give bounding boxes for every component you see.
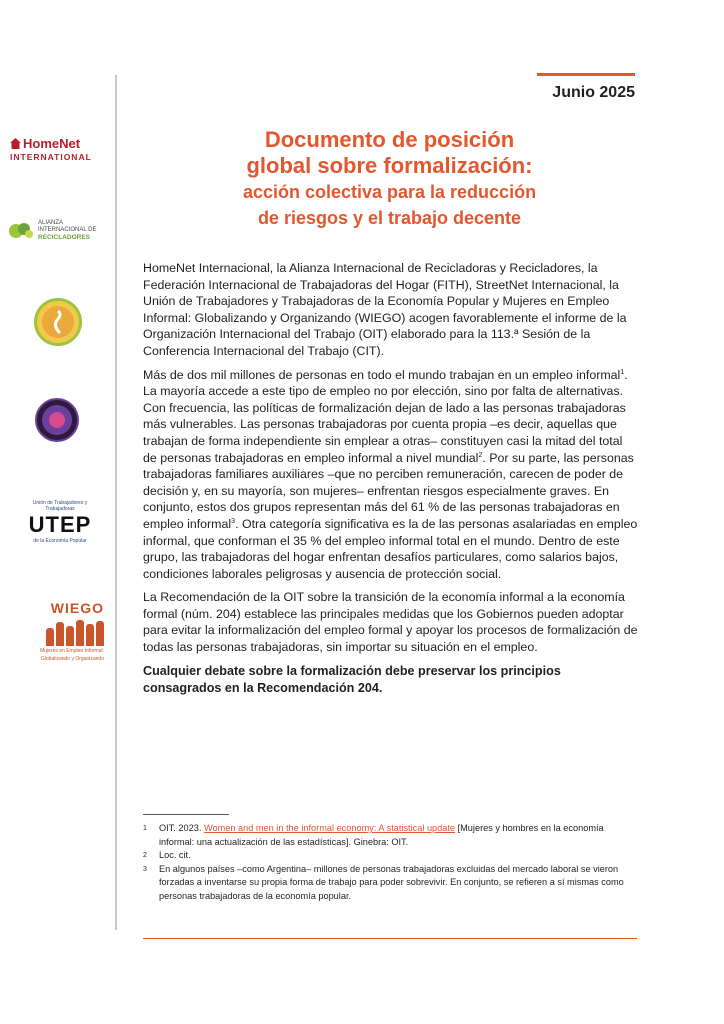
paragraph-recommendation-204: La Recomendación de la OIT sobre la transición de la economía informal a la economía formal (núm. 204) establece las principales medidas que los Gobiernos pueden adoptar para evitar la informalización del empleo formal y apoyar los procesos de formalización de todas las personas trabajadoras, sin importar su situación en el empleo. (143, 590, 638, 655)
footnote-ref-2[interactable]: 2 (478, 451, 483, 459)
utep-bottom-text: de la Economía Popular (33, 538, 87, 544)
title-line-3: acción colectiva para la reducción (242, 182, 537, 202)
document-title (143, 127, 636, 231)
footnote-1-citation: OIT. 2023. (159, 823, 204, 833)
footnote-divider (143, 814, 229, 815)
footnote-number: 3 (143, 865, 147, 873)
dancing-figure-icon (37, 301, 79, 343)
paragraph-key-statement: Cualquier debate sobre la formalización debe preservar los principios consagrados en la Recomendación 204. (143, 663, 561, 695)
recycling-figures-icon (8, 220, 34, 242)
alianza-line3: RECICLADORES (38, 234, 91, 241)
house-icon (10, 138, 21, 149)
footnote-text: En algunos países –como Argentina– millones de personas trabajadoras excluidas del mercado laboral se vieron forzadas a inventarse su propia forma de trabajo para poder sobrevivir. En conjunto, se refieren a sí mismas como personas trabajadoras de la economía popular. (159, 863, 624, 901)
utep-top-text: Unión de Trabajadores y Trabajadoras (32, 500, 88, 512)
footnote-text (159, 822, 638, 849)
footnote-1-rest: [Mujeres y hombres en la economía informal: una actualización de las estadísticas]. Ginebra: OIT. (159, 823, 604, 847)
homenet-name: HomeNet (23, 136, 81, 151)
footnote-2 (143, 849, 638, 863)
wiego-subtitle-2: Globalizando y Organizando (40, 656, 104, 662)
partner-logos-column (0, 0, 110, 1024)
footnotes (143, 822, 638, 903)
footnote-ref-3[interactable]: 3 (231, 517, 236, 525)
footnote-3 (143, 863, 638, 904)
homenet-logo (10, 136, 110, 162)
footnote-text: Loc. cit. (159, 850, 191, 860)
p2-part-d: . Otra categoría significativa es la de las personas asalariadas en empleo informal, que conforman el 35 % del empleo informal total en el mundo. Dentro de este grupo, las trabajadoras del hogar enfrentan desafíos particulares, como salarios bajos, condiciones laborales peligrosas y ausencia de protección social. (143, 516, 638, 581)
utep-logo (28, 500, 92, 544)
footnote-1 (143, 822, 638, 849)
fith-logo (34, 298, 82, 346)
alianza-logo (8, 220, 108, 242)
footnote-ref-1[interactable]: 1 (620, 368, 625, 376)
title-line-2: global sobre formalización: (246, 153, 533, 178)
homenet-subtitle: INTERNATIONAL (10, 152, 92, 162)
paragraph-informal-employment (143, 367, 638, 583)
date-accent-rule (537, 73, 635, 76)
document-date: Junio 2025 (552, 84, 635, 101)
wiego-subtitle-1: Mujeres en Empleo Informal: (40, 648, 104, 654)
workers-figures-icon (14, 618, 104, 646)
bottom-accent-rule (143, 938, 637, 939)
footnote-1-link[interactable]: Women and men in the informal economy: A statistical update (203, 823, 456, 833)
footnote-number: 2 (143, 852, 147, 859)
paragraph-intro: HomeNet Internacional, la Alianza Internacional de Recicladoras y Recicladores, la Federación Internacional de Trabajadoras del Hogar (FITH), StreetNet Internacional, la Unión de Trabajadores y Trabajadoras de la Economía Popular y Mujeres en Empleo Informal: Globalizando y Organizando (WIEGO) acogen favorablemente el informe de la Organización Internacional del Trabajo (OIT) elaborado para la 113.ª Sesión de la Conferencia Internacional del Trabajo (CIT). (143, 261, 627, 358)
title-line-4: de riesgos y el trabajo decente (257, 208, 522, 228)
streetnet-logo (35, 398, 79, 442)
alianza-line1: ALIANZA (38, 220, 64, 226)
document-body (143, 260, 638, 704)
wiego-name: WIEGO (50, 600, 104, 616)
vertical-divider (115, 75, 117, 930)
title-line-1: Documento de posición (264, 127, 515, 152)
p2-part-b: . La mayoría accede a este tipo de empleo no por elección, sino por falta de alternativas. Con frecuencia, las políticas de formalización dejan de lado a las personas trabajadoras más vulnerables. Las personas trabajadoras por cuenta propia –es decir, aquellas que trabajan de forma independiente sin emplear a otras– constituyen casi la mitad del total de personas trabajadoras en empleo informal a nivel mundial (143, 367, 628, 465)
footnote-number: 1 (143, 825, 147, 832)
wiego-logo (14, 600, 104, 662)
p2-part-a: Más de dos mil millones de personas en todo el mundo trabajan en un empleo informal (143, 367, 621, 382)
globe-figures-icon (37, 400, 77, 440)
alianza-line2: INTERNACIONAL DE (38, 227, 97, 233)
utep-name: UTEP (28, 512, 92, 537)
p2-part-c: . Por su parte, las personas trabajadoras familiares auxiliares –que no perciben remuneración, carecen de poder de decisión y, en su mayoría, son mujeres– enfrentan riesgos especialmente graves. En conjunto, estos dos grupos representan más del 61 % de las personas trabajadoras en empleo informal (143, 450, 634, 531)
